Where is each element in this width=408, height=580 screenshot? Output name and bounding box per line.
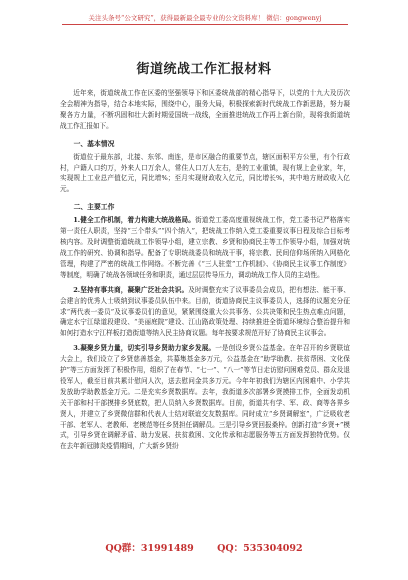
work-item-2-text: 及时调整充实了议事委员会成员，把有想法、能干事、会建言的优秀人士吸纳到议事委员队伍中来。目前，街道协商民主议事委员人，选择的议题充分征求“两代表一委员”及议事委员们的意见，紧紧围绕重大公共事务、公共决策和民生热点难点问题，确定水宁江绿道段建设、“美丽庭院”建设、江山路政策处理、持续推进全街道环境综合整治提升和如何打造水宁江样板打造街道等纳入民主协商议题。每年按要求规范开好了协商民主议事会。 [60, 285, 351, 338]
footer-qq-group: QQ群：31991489 [105, 543, 194, 554]
basic-info-paragraph: 街道位于最东部，北接、东邻、南连，是市区融合的重要节点，辖区面积平方公里，有个行政村，户籍人口约万，外来人口万余人，常住人口万人左右，是的工业重镇，现有规上企业家，年，实现规上工业总产值亿元，同比增%；至月实现财政收入亿元，同比增长%，其中地方财政收入亿元。 [60, 152, 350, 194]
document-body [60, 88, 350, 452]
footer-qq: QQ：535304092 [217, 543, 303, 554]
document-title: 街道统战工作汇报材料 [136, 62, 272, 77]
work-item-2 [60, 285, 350, 340]
section-heading-basic: 一、基本情况 [73, 139, 115, 148]
header-banner: 关注头条号“公文研究”，获得最新最全最专业的公文资料库！ 微信：gongwenyj [62, 12, 348, 25]
section-heading-main-work: 二、主要工作 [73, 203, 115, 212]
work-item-3 [60, 343, 350, 452]
work-item-1 [60, 215, 350, 280]
intro-paragraph: 近年来，街道统战工作在区委的坚强领导下和区委统战部的精心指导下，以党的十九大及历次全会精神为指导，结合本地实际，围绕中心，服务大局，积极探索新时代统战工作新思路，努力凝聚各方力量，不断巩固和壮大新时期爱国统一战线，全面推进统战工作再上新台阶，现将我街道统战工作汇报如下。 [60, 89, 350, 130]
work-item-1-lead: 1.健全工作机制，着力构建大统战格局。 [73, 216, 195, 225]
work-item-3-lead: 3.凝聚乡贤力量，切实引导乡贤助力家乡发展。 [73, 344, 216, 353]
footer-contact [0, 540, 408, 554]
work-item-3-text: 一是创设乡贤公益基金。在年召开的乡贤联谊大会上，我们设立了乡贤慈善基金，共募集基金多万元，公益基金在“助学助教、扶贫帮困、文化保护”等三方面发挥了积极作用，组织了在春节、“七一”、“八一”等节日走访慰问困难党员、群众及退役军人，截至目前共累计慰问人次，送去慰问金共多万元。今年年初我们为辖区内困难中、小学共发放助学助教基金万元。二是充实乡贤数据库。去年，我街道多次部署乡贤摸排工作，全面发动机关干部和村干部摸排乡贤底数，把人员纳入乡贤数据库。目前，街道共有学、军、政、商等各界乡贤人，并建立了乡贤微信群和代表人士结对联谊交友数据库。同时成立“乡贤调解室”，广泛吸收老干部、老军人、老教师、老模范等任乡贤担任调解员。三是引导乡贤回报桑梓。创新打造“乡贤+”模式，引导乡贤在调解矛盾、助力发展、扶贫救困、文化传承和志愿服务等五方面发挥独特优势。仅在去年新冠肺炎疫情期间，广大新乡贤纷 [60, 344, 350, 451]
work-item-1-text: 街道党工委高度重视统战工作，党工委书记严格落实第一责任人职责，坚持“三个带头”“四个纳入”，把统战工作纳入党工委重要议事日程及综合目标考核内容。及时调整街道统战工作领导小组，建立宗教、乡贤和协商民主等工作领导小组，加强对统战工作的研究、协调和指导。配备了专职统战委员和统战干事，将宗教、民间信仰场所纳入网格化管理，构建了严密的统战工作网络。不断完善《“三人驻堂”工作机制》、《协商民主议事工作制度》等制度，明确了统战各领域任务和职责，通过层层传导压力，调动统战工作人员的主动性。 [60, 216, 351, 279]
work-item-2-lead: 2.坚持有事共商，凝聚广泛社会共识。 [73, 285, 189, 294]
